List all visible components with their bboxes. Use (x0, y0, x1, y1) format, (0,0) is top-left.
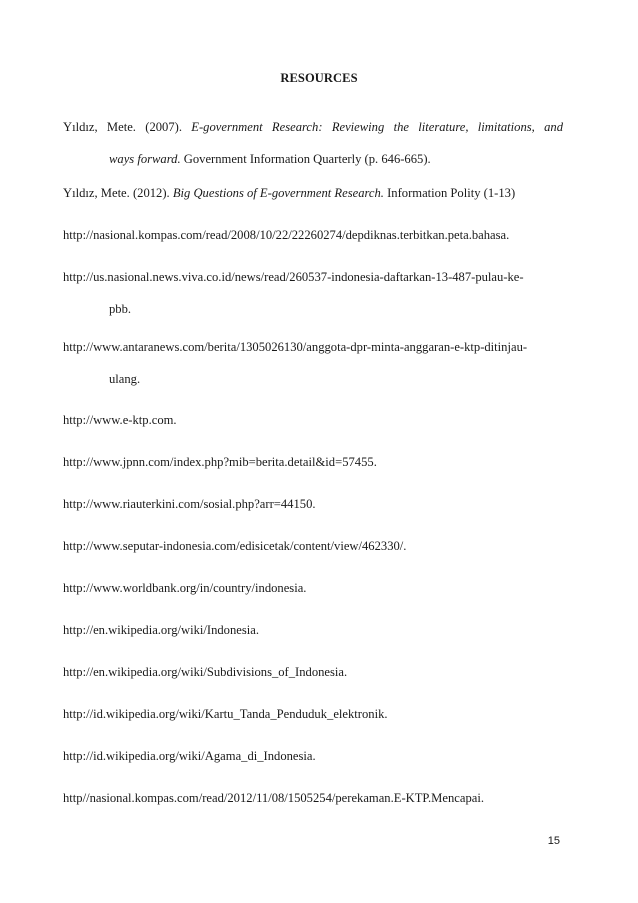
reference-entry-14: http://id.wikipedia.org/wiki/Agama_di_Indonesia. (63, 749, 316, 763)
reference-entry-12: http://en.wikipedia.org/wiki/Subdivisions_of_Indonesia. (63, 665, 348, 679)
reference-entry-1-continuation (109, 152, 431, 166)
reference-entry-10: http://www.worldbank.org/in/country/indonesia. (63, 581, 307, 595)
page-title: RESOURCES (280, 71, 358, 85)
reference-entry-11: http://en.wikipedia.org/wiki/Indonesia. (63, 623, 259, 637)
reference-entry-7: http://www.jpnn.com/index.php?mib=berita.detail&id=57455. (63, 455, 377, 469)
reference-entry-3: http://nasional.kompas.com/read/2008/10/22/22260274/depdiknas.terbitkan.peta.bahasa. (63, 228, 510, 242)
reference-entry-4-continuation: pbb. (109, 302, 132, 316)
reference-entry-6: http://www.e-ktp.com. (63, 413, 177, 427)
reference-entry-15: http//nasional.kompas.com/read/2012/11/08/1505254/perekaman.E-KTP.Mencapai. (63, 791, 484, 805)
reference-entry-8: http://www.riauterkini.com/sosial.php?arr=44150. (63, 497, 316, 511)
reference-entry-5-continuation: ulang. (109, 372, 141, 386)
reference-author: Yıldız, Mete. (2007). (63, 120, 182, 134)
reference-source: Information Polity (1-13) (383, 186, 516, 200)
reference-author: Yıldız, Mete. (2012). (63, 186, 170, 200)
reference-entry-5: http://www.antaranews.com/berita/1305026130/anggota-dpr-minta-anggaran-e-ktp-ditinjau- (63, 340, 528, 354)
reference-entry-1 (63, 120, 563, 134)
reference-entry-4: http://us.nasional.news.viva.co.id/news/read/260537-indonesia-daftarkan-13-487-pulau-ke- (63, 270, 524, 284)
reference-source: Government Information Quarterly (p. 646-665). (180, 152, 431, 166)
reference-title: Big Questions of E-government Research. (172, 186, 384, 200)
reference-title: E-government Research: Reviewing the literature, limitations, and (191, 120, 564, 134)
reference-entry-2 (63, 186, 563, 200)
reference-title-continued: ways forward. (109, 152, 181, 166)
page-number: 15 (547, 835, 560, 847)
reference-entry-9: http://www.seputar-indonesia.com/edisicetak/content/view/462330/. (63, 539, 407, 553)
reference-entry-13: http://id.wikipedia.org/wiki/Kartu_Tanda_Penduduk_elektronik. (63, 707, 388, 721)
